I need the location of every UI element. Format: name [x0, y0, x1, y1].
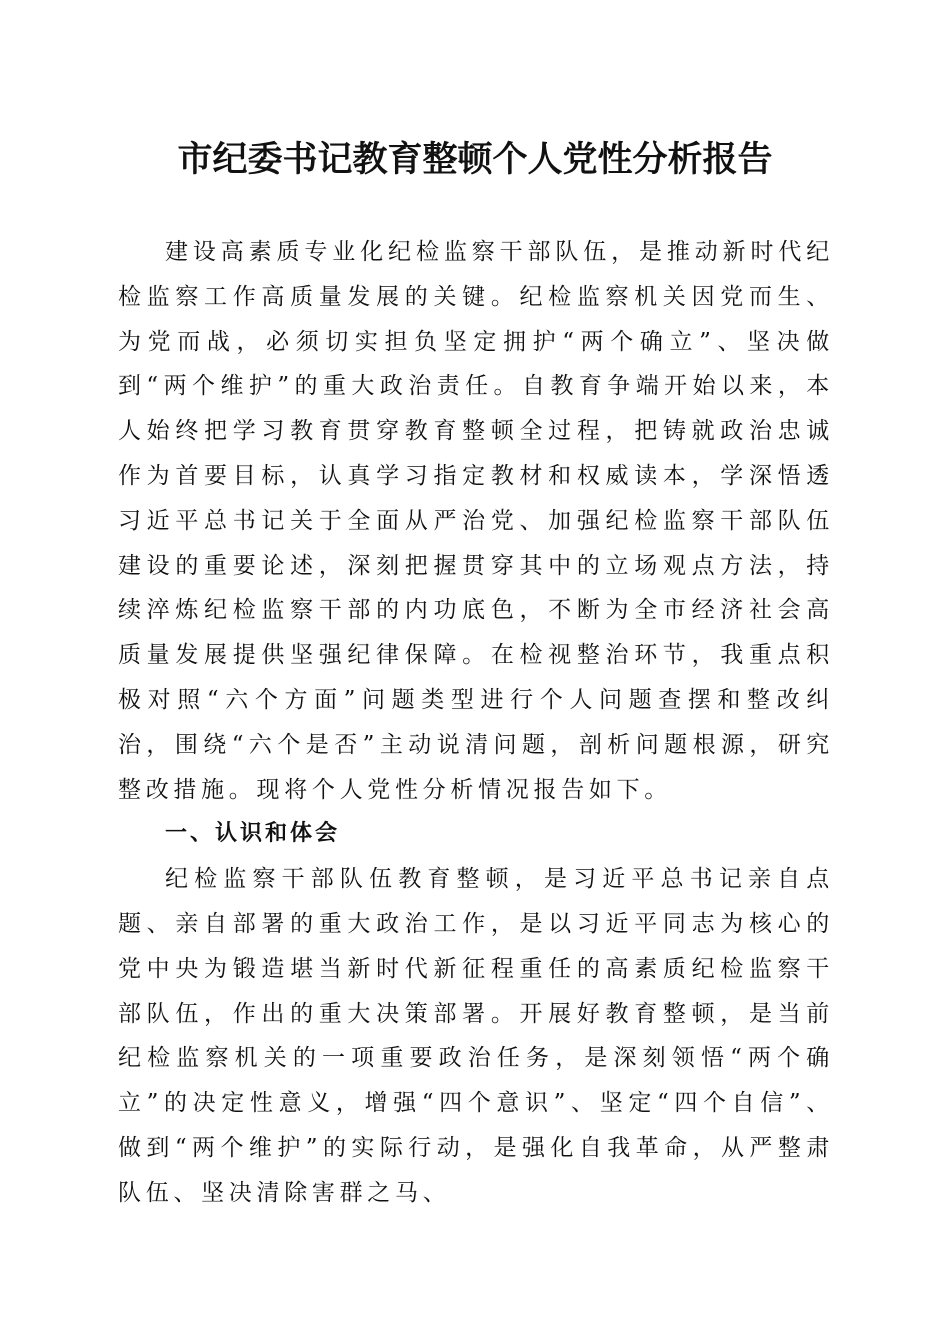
intro-paragraph: 建设高素质专业化纪检监察干部队伍，是推动新时代纪检监察工作高质量发展的关键。纪检监察机关因党而生、为党而战，必须切实担负坚定拥护“两个确立”、坚决做到“两个维护”的重大政治责任。自教育争端开始以来，本人始终把学习教育贯穿教育整顿全过程，把铸就政治忠诚作为首要目标，认真学习指定教材和权威读本，学深悟透习近平总书记关于全面从严治党、加强纪检监察干部队伍建设的重要论述，深刻把握贯穿其中的立场观点方法，持续淬炼纪检监察干部的内功底色，不断为全市经济社会高质量发展提供坚强纪律保障。在检视整治环节，我重点积极对照“六个方面”问题类型进行个人问题查摆和整改纠治，围绕“六个是否”主动说清问题，剖析问题根源，研究整改措施。现将个人党性分析情况报告如下。 [118, 239, 834, 803]
section-heading: 一、认识和体会 [165, 821, 341, 847]
document-title: 市纪委书记教育整顿个人党性分析报告 [177, 139, 773, 180]
section-paragraph: 纪检监察干部队伍教育整顿，是习近平总书记亲自点题、亲自部署的重大政治工作，是以习近平同志为核心的党中央为锻造堪当新时代新征程重任的高素质纪检监察干部队伍，作出的重大决策部署。开展好教育整顿，是当前纪检监察机关的一项重要政治任务，是深刻领悟“两个确立”的决定性意义，增强“四个意识”、坚定“四个自信”、做到“两个维护”的实际行动，是强化自我革命，从严整肃队伍、坚决清除害群之马、 [118, 866, 834, 1206]
document-body [118, 230, 834, 1216]
